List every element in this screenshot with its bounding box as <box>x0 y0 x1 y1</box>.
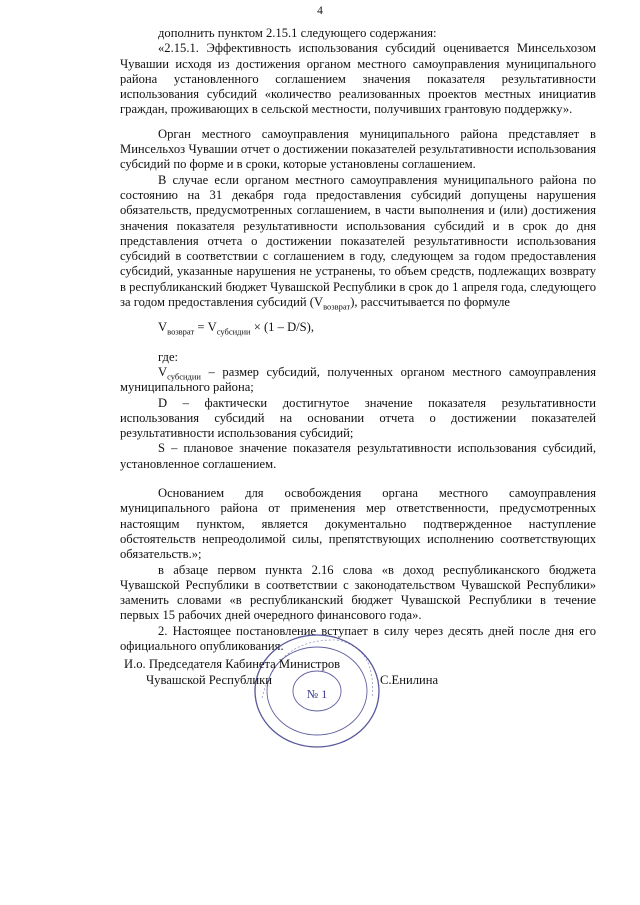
document-body <box>120 26 596 654</box>
signatory-name: С.Енилина <box>380 673 439 687</box>
paragraph-violation-tail: ), рассчитывается по формуле <box>350 295 511 310</box>
paragraph-violation-sub: возврат <box>323 301 351 312</box>
def1-text: – размер субсидий, полученных органом местного самоуправления муниципального района; <box>120 364 596 395</box>
official-stamp <box>242 628 392 754</box>
signatory-position-line2: Чувашской Республики <box>146 673 272 687</box>
signatory-position-line1: И.о. Председателя Кабинета Министров <box>124 657 341 671</box>
paragraph-force-majeure: Основанием для освобождения органа местного самоуправления муниципального района от применения мер ответственности, предусмотренных настоящим пунктом, является документально подтвержденное наступление обстоятельств непреодолимой силы, препятствующих исполнению соответствующих обязательств.»; <box>120 486 596 562</box>
def1-symbol: V <box>158 364 168 379</box>
paragraph-report: Орган местного самоуправления муниципального района представляет в Минсельхоз Чувашии отчет о достижении показателей результативности использования субсидий по форме и в сроки, которые установлены соглашением. <box>120 126 596 172</box>
paragraph-2-15-1: «2.15.1. Эффективность использования субсидий оценивается Минсельхозом Чувашии исходя из достижения органом местного самоуправления муниципального района установленного соглашением значения показателя результативности использования субсидий «количество реализованных проектов местных инициатив граждан, проживающих в сельской местности, получивших грантовую поддержку». <box>120 41 596 117</box>
paragraph-violation <box>120 173 596 311</box>
paragraph-2-16: в абзаце первом пункта 2.16 слова «в доход республиканского бюджета Чувашской Республики в соответствии с законодательством Чувашской Республики» заменить словами «в республиканский бюджет Чувашской Республики в течение первых 15 рабочих дней очередного финансового года». <box>120 562 596 623</box>
stamp-number: № 1 <box>306 687 328 701</box>
page-number: 4 <box>317 5 323 17</box>
formula-v1: V <box>158 320 168 335</box>
definition-s: S – плановое значение показателя результативности использования субсидий, установленное соглашением. <box>120 441 596 471</box>
formula-v2: V <box>207 320 217 335</box>
signature-block <box>124 656 584 687</box>
def1-sub: субсидии <box>167 371 201 382</box>
paragraph-violation-text: В случае если органом местного самоуправления муниципального района по состоянию на 31 декабря года предоставления субсидий допущены нарушения обязательств, предусмотренных соглашением, в части выполнения и (или) достижения значения показателя результативности использования субсидий и в срок до дня представления отчета о достижении показателей результативности использования субсидий в соответствии с соглашением в году, следующем за годом предоставления субсидий, указанные нарушения не устранены, то объем средств, подлежащих возврату в республиканский бюджет Чувашской Республики в срок до 1 апреля года, следующего за годом предоставления субсидий (V <box>120 172 596 310</box>
formula-equals: = <box>194 320 208 335</box>
paragraph-intro: дополнить пунктом 2.15.1 следующего содержания: <box>158 26 437 40</box>
where-label: где: <box>158 349 179 364</box>
definition-v-subsidies <box>120 365 596 396</box>
formula-sub2: субсидии <box>216 326 251 337</box>
formula-rest: × (1 – D/S), <box>250 320 315 335</box>
formula-sub1: возврат <box>167 326 195 337</box>
paragraph-effective-date: 2. Настоящее постановление вступает в силу через десять дней после дня его официального опубликования. <box>120 623 596 653</box>
definition-d: D – фактически достигнутое значение показателя результативности использования субсидий на основании отчета о достижении показателей результативности использования субсидий; <box>120 395 596 441</box>
return-formula <box>158 320 596 335</box>
